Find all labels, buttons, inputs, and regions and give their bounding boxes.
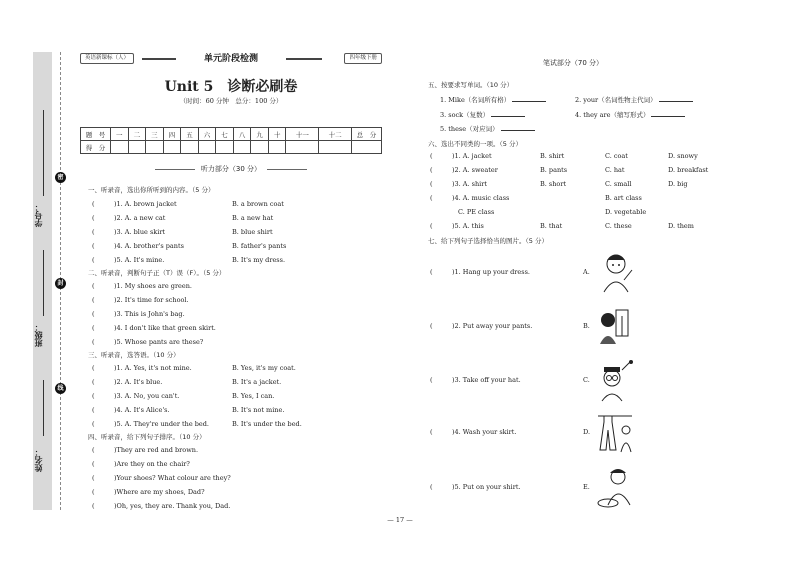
item-text: )5. A. this [452, 222, 484, 230]
score-cell[interactable] [181, 141, 199, 154]
answer-blank[interactable]: ( [430, 483, 433, 491]
question-heading: 三、听录音，选答语。（10 分） [88, 351, 180, 359]
item-text: )Your shoes? What colour are they? [114, 474, 231, 482]
answer-blank[interactable]: ( [92, 338, 95, 346]
score-cell[interactable] [146, 141, 164, 154]
option-row [430, 222, 484, 230]
page-header [80, 52, 382, 66]
score-header-cell: 十一 [286, 128, 319, 141]
list-item [92, 406, 170, 414]
option: C. these [605, 222, 632, 230]
answer-blank[interactable]: ( [92, 474, 95, 482]
score-cell[interactable] [251, 141, 269, 154]
option-b: B. father's pants [232, 242, 287, 250]
picture-label: E. [583, 483, 590, 491]
fill-item [575, 110, 685, 119]
score-cell[interactable] [268, 141, 286, 154]
answer-line[interactable] [501, 125, 535, 131]
answer-blank[interactable]: ( [430, 428, 433, 436]
option: B. art class [605, 194, 642, 202]
list-item [92, 228, 165, 236]
option-b: B. blue shirt [232, 228, 273, 236]
item-text: )3. A. No, you can't. [114, 392, 180, 400]
list-item [92, 324, 216, 332]
list-item [92, 392, 179, 400]
list-item [92, 420, 209, 428]
score-cell[interactable] [319, 141, 352, 154]
option-b: B. a brown coat [232, 200, 284, 208]
score-cell[interactable] [352, 141, 382, 154]
question-heading: 六、选出不同类的一项。（5 分） [428, 140, 522, 148]
option: D. breakfast [668, 166, 709, 174]
answer-blank[interactable]: ( [430, 152, 433, 160]
item-text: )3. A. shirt [452, 180, 487, 188]
answer-blank[interactable]: ( [92, 310, 95, 318]
item-text: )2. Put away your pants. [452, 322, 533, 330]
item-text: )5. Whose pants are these? [114, 338, 204, 346]
answer-blank[interactable]: ( [92, 200, 95, 208]
option: C. hat [605, 166, 625, 174]
picture-label: C. [583, 376, 590, 384]
option-row [430, 152, 492, 160]
list-item [92, 242, 184, 250]
option-row [430, 180, 487, 188]
item-text: )Where are my shoes, Dad? [114, 488, 205, 496]
list-item [92, 446, 198, 454]
list-item [92, 282, 192, 290]
option: D. them [668, 222, 694, 230]
list-item [92, 338, 203, 346]
item-text: )1. A. brown jacket [114, 200, 177, 208]
number-label: 学号： [34, 203, 43, 227]
answer-blank[interactable]: ( [92, 488, 95, 496]
item-text: )5. A. They're under the bed. [114, 420, 209, 428]
answer-blank[interactable]: ( [92, 282, 95, 290]
answer-blank[interactable]: ( [430, 268, 433, 276]
list-item [92, 364, 192, 372]
grade-tag: 四年级下册 [344, 53, 382, 64]
match-item [430, 268, 530, 276]
item-text: 4. they are（缩写形式） [575, 111, 650, 119]
class-label: 班级： [34, 323, 43, 347]
list-item [92, 488, 205, 496]
score-header-cell: 题 号 [81, 128, 111, 141]
option-b: B. It's a jacket. [232, 378, 282, 386]
answer-blank[interactable]: ( [92, 378, 95, 386]
answer-blank[interactable]: ( [92, 420, 95, 428]
listening-section-title: 听力部分（30 分） [80, 164, 382, 174]
class-blank[interactable] [43, 250, 44, 316]
option: B. pants [540, 166, 568, 174]
hanging-clothes-icon [594, 410, 636, 454]
answer-blank[interactable]: ( [92, 324, 95, 332]
item-text: )They are red and brown. [114, 446, 199, 454]
item-text: )Are they on the chair? [114, 460, 190, 468]
item-text: )5. A. It's mine. [114, 256, 165, 264]
answer-blank[interactable]: ( [92, 256, 95, 264]
score-row-label: 得 分 [81, 141, 111, 154]
shirt-person-icon [594, 250, 636, 294]
item-text: )1. My shoes are green. [114, 282, 192, 290]
item-text: 3. sock（复数） [440, 111, 490, 119]
option-row [430, 166, 498, 174]
item-text: )2. A. sweater [452, 166, 498, 174]
item-text: 5. these（对应词） [440, 125, 499, 133]
answer-blank[interactable]: ( [92, 460, 95, 468]
answer-blank[interactable]: ( [92, 228, 95, 236]
item-text: )4. A. It's Alice's. [114, 406, 170, 414]
answer-blank[interactable]: ( [430, 322, 433, 330]
answer-line[interactable] [651, 111, 685, 117]
item-text: )Oh, yes, they are. Thank you, Dad. [114, 502, 231, 510]
list-item [92, 214, 165, 222]
score-cell[interactable] [198, 141, 216, 154]
item-text: )3. A. blue skirt [114, 228, 166, 236]
score-header-cell: 十 [268, 128, 286, 141]
item-text: 2. your（名词性物主代词） [575, 96, 657, 104]
hat-person-icon [594, 358, 636, 402]
score-header-cell: 二 [128, 128, 146, 141]
writing-section-title: 笔试部分（70 分） [542, 59, 604, 67]
item-text: )2. A. a new cat [114, 214, 166, 222]
answer-line[interactable] [512, 96, 546, 102]
score-cell[interactable] [163, 141, 181, 154]
option: B. shirt [540, 152, 565, 160]
seal-mark: 密 [55, 172, 66, 183]
answer-blank[interactable]: ( [92, 242, 95, 250]
score-cell[interactable] [216, 141, 234, 154]
question-heading: 七、给下列句子选择恰当的图片。（5 分） [428, 237, 548, 245]
answer-blank[interactable]: ( [430, 376, 433, 384]
match-item [430, 322, 532, 330]
option: C. coat [605, 152, 628, 160]
item-text: )1. A. Yes, it's not mine. [114, 364, 192, 372]
item-text: )4. A. brother's pants [114, 242, 184, 250]
answer-blank[interactable]: ( [92, 296, 95, 304]
list-item [92, 256, 164, 264]
item-text: )1. Hang up your dress. [452, 268, 530, 276]
score-header-cell: 十二 [319, 128, 352, 141]
match-item [430, 483, 521, 491]
name-blank[interactable] [43, 380, 44, 436]
answer-blank[interactable]: ( [92, 364, 95, 372]
item-text: )4. I don't like that green skirt. [114, 324, 216, 332]
option-b: B. Yes, it's my coat. [232, 364, 296, 372]
item-text: )1. A. jacket [452, 152, 492, 160]
option: C. small [605, 180, 632, 188]
score-table [80, 127, 382, 154]
pants-person-icon [594, 304, 636, 348]
answer-blank[interactable]: ( [92, 502, 95, 510]
score-header-cell: 七 [216, 128, 234, 141]
option: B. short [540, 180, 567, 188]
item-text: )4. Wash your skirt. [452, 428, 517, 436]
score-cell[interactable] [111, 141, 129, 154]
list-item [92, 502, 230, 510]
washing-person-icon [594, 465, 636, 509]
list-item [92, 310, 185, 318]
item-text: )3. This is John's bag. [114, 310, 185, 318]
score-header-cell: 五 [181, 128, 199, 141]
page-number: — 17 — [387, 516, 413, 524]
list-item [92, 474, 231, 482]
edition-tag: 英语新课标（人） [80, 53, 134, 64]
name-label: 姓名： [34, 448, 43, 472]
item-text: )2. A. It's blue. [114, 378, 163, 386]
fill-item [440, 124, 535, 133]
answer-blank[interactable]: ( [430, 166, 433, 174]
option-row [430, 194, 509, 202]
question-heading: 一、听录音，选出你所听到的内容。（5 分） [88, 186, 215, 194]
option-b: B. It's not mine. [232, 406, 285, 414]
fill-item [575, 95, 693, 104]
option-b: B. Yes, I can. [232, 392, 275, 400]
score-header-cell: 四 [163, 128, 181, 141]
score-header-cell: 总 分 [352, 128, 382, 141]
list-item [92, 296, 189, 304]
paper-name: 诊断必刷卷 [227, 79, 298, 95]
item-text: )2. It's time for school. [114, 296, 189, 304]
option-b: B. It's under the bed. [232, 420, 302, 428]
list-item [92, 200, 177, 208]
list-item [92, 378, 162, 386]
score-cell[interactable] [233, 141, 251, 154]
score-header-cell: 一 [111, 128, 129, 141]
seal-mark: 线 [55, 383, 66, 394]
answer-line[interactable] [659, 96, 693, 102]
picture-label: B. [583, 322, 590, 330]
option: D. vegetable [605, 208, 647, 216]
answer-blank[interactable]: ( [92, 214, 95, 222]
picture-label: A. [583, 268, 590, 276]
item-text: )4. A. music class [452, 194, 510, 202]
question-heading: 五、按要求写单词。（10 分） [428, 81, 514, 89]
score-header-cell: 八 [233, 128, 251, 141]
answer-blank[interactable]: ( [92, 406, 95, 414]
fill-item [440, 110, 525, 119]
score-header-cell: 六 [198, 128, 216, 141]
answer-blank[interactable]: ( [430, 194, 433, 202]
fill-item [440, 95, 546, 104]
item-text: 1. Mike（名词所有格） [440, 96, 511, 104]
match-item [430, 428, 516, 436]
option: D. big [668, 180, 688, 188]
unit-label: Unit 5 [164, 79, 214, 95]
question-heading: 四、听录音，给下列句子排序。（10 分） [88, 433, 206, 441]
option-b: B. It's my dress. [232, 256, 286, 264]
match-item [430, 376, 521, 384]
item-text: )3. Take off your hat. [452, 376, 521, 384]
number-blank[interactable] [43, 110, 44, 196]
answer-blank[interactable]: ( [430, 222, 433, 230]
score-cell[interactable] [128, 141, 146, 154]
answer-blank[interactable]: ( [92, 392, 95, 400]
answer-blank[interactable]: ( [92, 446, 95, 454]
option: C. PE class [458, 208, 495, 216]
option: B. that [540, 222, 563, 230]
option-b: B. a new hat [232, 214, 274, 222]
seal-mark: 封 [55, 278, 66, 289]
list-item [92, 460, 190, 468]
picture-label: D. [583, 428, 591, 436]
page-title [80, 76, 382, 96]
option: D. snowy [668, 152, 698, 160]
answer-blank[interactable]: ( [430, 180, 433, 188]
question-heading: 二、听录音，判断句子正（T）误（F）。（5 分） [88, 269, 226, 277]
time-and-score: （时间：60 分钟 总分：100 分） [179, 97, 283, 105]
score-header-cell: 九 [251, 128, 269, 141]
score-cell[interactable] [286, 141, 319, 154]
score-header-cell: 三 [146, 128, 164, 141]
header-title: 单元阶段检测 [176, 52, 286, 66]
answer-line[interactable] [491, 111, 525, 117]
item-text: )5. Put on your shirt. [452, 483, 521, 491]
